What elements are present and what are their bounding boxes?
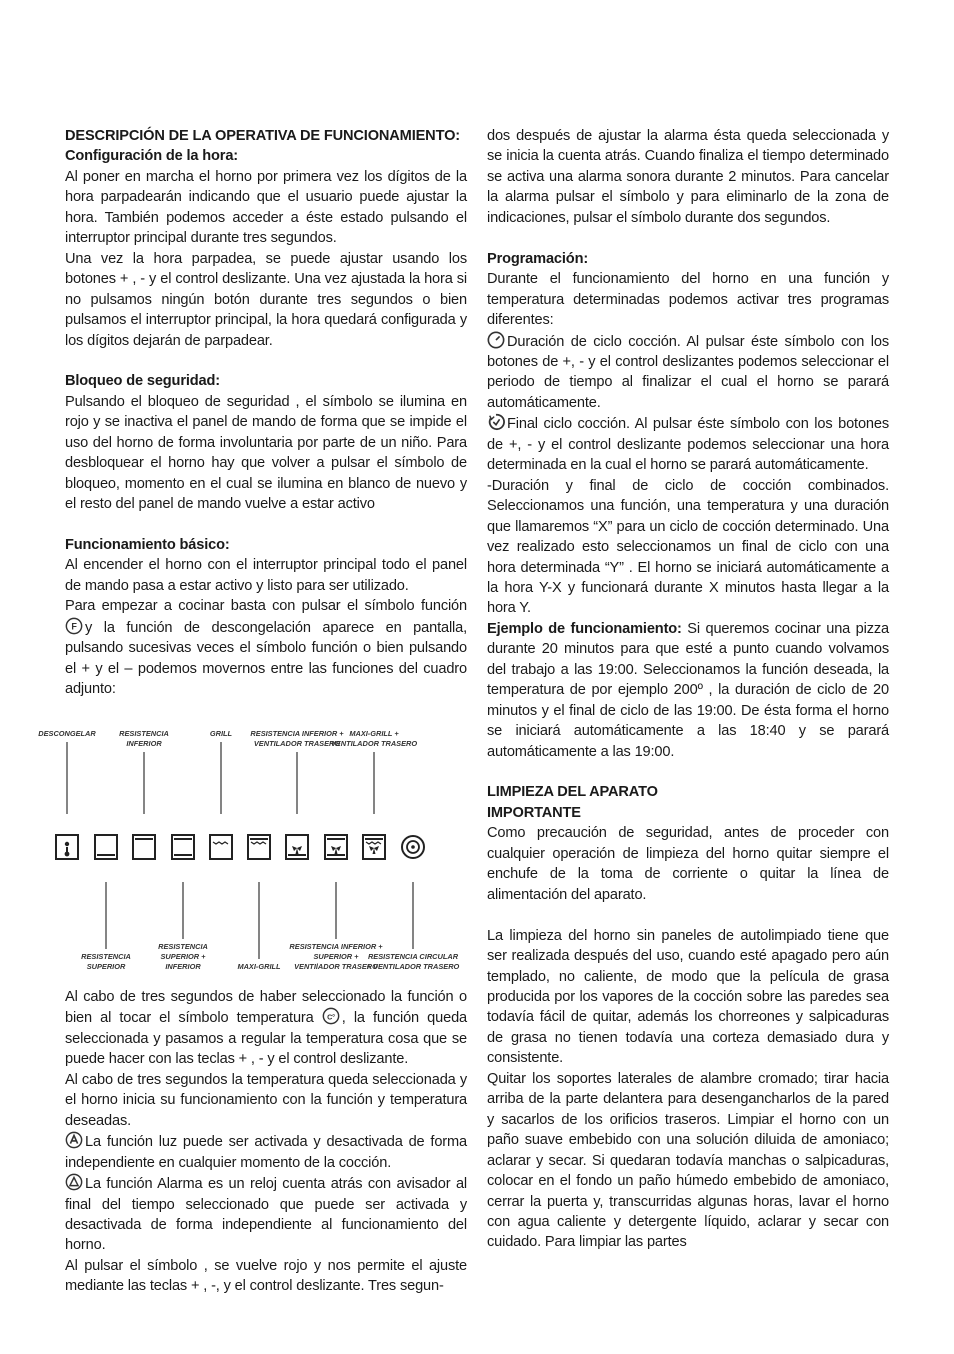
basic-paragraph-2: Para empezar a cocinar basta con pulsar el símbolo función F y la función de descongelación aparece en pantalla, pulsando sucesivas veces el símbolo función o bien pulsando el + y el – podemos movernos entre las funciones del cuadro adjunto: (65, 598, 467, 698)
svg-text:+ VENTILADOR TRASERO: + VENTILADOR TRASERO (366, 962, 460, 971)
combined-paragraph: -Duración y final de ciclo de cocción combinados. Seleccionamos una función, una temperatura y una duración que llamaremos “X” para un ciclo de cocción determinado. Una vez realizado esto seleccionamos un final de ciclo con una hora determinada “Y” . El horno se iniciará automáticamente a la hora Y-X y funcionará durante X minutos hasta llegar a la hora Y. (487, 477, 889, 617)
lock-title: Bloqueo de seguridad: (65, 373, 220, 390)
light-paragraph: La función luz puede ser activada y desactivada de forma independiente en cualquier momento de la cocción. (65, 1131, 467, 1173)
svg-text:RESISTENCIA CIRCULAR: RESISTENCIA CIRCULAR (367, 952, 459, 961)
oven-functions-diagram (30, 722, 480, 972)
maxi-grill-fan-icon (363, 835, 385, 859)
svg-text:MAXI-GRILL: MAXI-GRILL (237, 962, 281, 971)
cleaning-paragraph-3: Quitar los soportes laterales de alambre cromado; tirar hacia arriba de la parte delantera para desengancharlos de la pared y sacarlos de los orificios traseros. Limpiar el horno con un paño suave embebido con una solución diluida de amoniaco; aclarar y secar. Si quedaran todavía manchas o salpicaduras, colocar en el fondo un paño húmedo embebido de amoniaco, cerrar la puerta y, transcurridas algunas horas, lavar el horno con agua caliente y detergente líquido, aclarar y secar con cuidado. Para limpiar las partes (487, 1070, 889, 1251)
svg-text:SUPERIOR: SUPERIOR (86, 962, 126, 971)
svg-text:RESISTENCIA: RESISTENCIA (158, 942, 208, 951)
important-label: IMPORTANTE (487, 804, 581, 821)
cleaning-paragraph-1: Como precaución de seguridad, antes de proceder con cualquier operación de limpieza del horno quitar siempre el enchufe de la toma de corriente o quitar la línea de alimentación del aparato. (487, 825, 889, 903)
config-paragraph-1: Al poner en marcha el horno por primera vez los dígitos de la hora parpadearán indicando que el usuario puede ajustar la hora. También podemos acceder a éste estado pulsando el interruptor principal durante tres segundos. (65, 168, 467, 247)
programming-title: Programación: (487, 250, 589, 267)
programming-paragraph: Durante el funcionamiento del horno en una función y temperatura determinadas podemos activar tres programas diferentes: (487, 271, 889, 329)
diagram-label-bottom (237, 882, 281, 971)
svg-text:RESISTENCIA INFERIOR +: RESISTENCIA INFERIOR + (250, 729, 344, 738)
maxi-grill-icon (248, 835, 270, 859)
circular-fan-icon (402, 836, 424, 858)
svg-text:VENTIlADOR TRASERO: VENTIlADOR TRASERO (294, 962, 378, 971)
svg-text:SUPERIOR +: SUPERIOR + (160, 952, 206, 961)
cleaning-title: LIMPIEZA DEL APARATO (487, 784, 658, 801)
diagram-label-bottom (81, 882, 131, 971)
top-bottom-heat-icon (172, 835, 194, 859)
section-heading: DESCRIPCIÓN DE LA OPERATIVA DE FUNCIONAMIENTO: (65, 128, 460, 144)
config-title: Configuración de la hora: (65, 148, 239, 165)
function-icon (65, 617, 83, 635)
svg-text:DESCONGELAR: DESCONGELAR (38, 729, 96, 738)
svg-text:C°: C° (326, 1013, 335, 1023)
left-column-continued (65, 987, 467, 1297)
svg-text:INFERIOR: INFERIOR (126, 739, 162, 748)
svg-text:INFERIOR: INFERIOR (165, 962, 201, 971)
functions-diagram-svg (30, 722, 480, 972)
svg-text:SUPERIOR +: SUPERIOR + (313, 952, 359, 961)
top-bottom-fan-icon (325, 835, 347, 859)
diagram-label-bottom (367, 882, 460, 971)
svg-text:RESISTENCIA INFERIOR +: RESISTENCIA INFERIOR + (289, 942, 383, 951)
duration-paragraph: Duración de ciclo cocción. Al pulsar éste símbolo con los botones de +, - y el control deslizantes podemos seleccionar el periodo de tiempo al finalizar el cual el horno se parará automáticamente. (487, 331, 889, 414)
svg-text:MAXI-GRILL +: MAXI-GRILL + (349, 729, 399, 738)
after-paragraph-2: Al cabo de tres segundos la temperatura queda seleccionada y el horno inicia su funcionamiento con la función y temperatura deseadas. (65, 1071, 467, 1129)
svg-text:F: F (71, 621, 77, 632)
example-paragraph: Ejemplo de funcionamiento: Si queremos cocinar una pizza durante 20 minutos para que esté a punto cuando volvamos del trabajo a las 19:00. Seleccionamos la función deseada, la temperatura de por ejemplo 200º , la duración de ciclo de 20 minutos y el final de ciclo de las 19:00. De ésta forma el horno se iniciará automáticamente a las 18:40 y se parará automáticamente a las 19:00. (487, 620, 889, 760)
svg-text:VENTILADOR TRASERO: VENTILADOR TRASERO (253, 739, 341, 748)
diagram-label-top (210, 729, 233, 814)
diagram-label-top (331, 729, 417, 814)
bottom-heat-icon (95, 835, 117, 859)
diagram-label-top (38, 729, 96, 814)
top-heat-icon (133, 835, 155, 859)
end-cycle-icon (487, 413, 505, 431)
defrost-icon (56, 835, 78, 859)
svg-text:VENTILADOR TRASERO: VENTILADOR TRASERO (330, 739, 418, 748)
alarm-paragraph-2: Al pulsar el símbolo , se vuelve rojo y nos permite el ajuste mediante las teclas + , -, y el control deslizante. Tres segun- (65, 1257, 467, 1295)
grill-icon (210, 835, 232, 859)
light-icon (65, 1131, 83, 1149)
right-column (487, 126, 889, 1253)
svg-text:RESISTENCIA: RESISTENCIA (81, 952, 131, 961)
cleaning-paragraph-2: La limpieza del horno sin paneles de autolimpiado tiene que ser realizada después del uso, cuando esté apagado pero aún templado, no caliente, de modo que la película de grasa producida por los vapores de la cocción sobre las paredes sea todavía fácil de quitar, además los chorreones y salpicaduras de grasa no tienen todavía una corteza demasiado dura y consistente. (487, 927, 889, 1067)
basic-title: Funcionamiento básico: (65, 537, 230, 554)
alarm-paragraph: La función Alarma es un reloj cuenta atrás con avisador al final del tiempo seleccionado que puede ser activada y desactivada de forma independiente al funcionamiento del horno. (65, 1173, 467, 1256)
lock-paragraph: Pulsando el bloqueo de seguridad , el símbolo se ilumina en rojo y se inactiva el panel de mando de forma que se impide el uso del horno de forma involuntaria por parte de un niño. Para desbloquear el horno hay que volver a pulsar el símbolo de bloqueo, momento en el cual se ilumina en blanco de nuevo y el resto del panel de mando vuelve a estar activo (65, 393, 467, 513)
left-column (65, 126, 467, 700)
config-paragraph-2: Una vez la hora parpadea, se puede ajustar usando los botones + , - y el control deslizante. Una vez ajustada la hora si no pulsamos ningún botón durante tres segundos o bien pulsamos el interruptor principal, la hora quedará configurada y los dígitos dejarán de parpadear. (65, 250, 467, 349)
svg-text:GRILL: GRILL (209, 729, 233, 738)
diagram-label-top (119, 729, 169, 814)
bottom-heat-fan-icon (286, 835, 308, 859)
diagram-label-bottom (158, 882, 208, 971)
end-cycle-paragraph: Final ciclo cocción. Al pulsar éste símbolo con los botones de +, - y el control deslizante podemos seleccionar una hora determinada en la cual el horno se parará automáticamente. (487, 413, 889, 475)
alarm-continued: dos después de ajustar la alarma ésta queda seleccionada y se inicia la cuenta atrás. Cuando finaliza el tiempo determinado se activa una alarma sonora durante 2 minutos. Para cancelar la alarma pulsar el símbolo y para eliminarlo de la zona de indicaciones, pulsar el símbolo durante dos segundos. (487, 128, 889, 226)
svg-text:RESISTENCIA: RESISTENCIA (119, 729, 169, 738)
duration-icon (487, 331, 505, 349)
temperature-icon (322, 1007, 340, 1025)
after-paragraph-1: Al cabo de tres segundos de haber seleccionado la función o bien al tocar el símbolo temperatura C° , la función queda seleccionada y pasamos a regular la temperatura cosa que se puede hacer con las teclas + , - y el control deslizante. (65, 989, 467, 1068)
basic-paragraph-1: Al encender el horno con el interruptor principal todo el panel de mando pasa a estar activo y listo para ser utilizado. (65, 557, 467, 594)
alarm-icon (65, 1173, 83, 1191)
